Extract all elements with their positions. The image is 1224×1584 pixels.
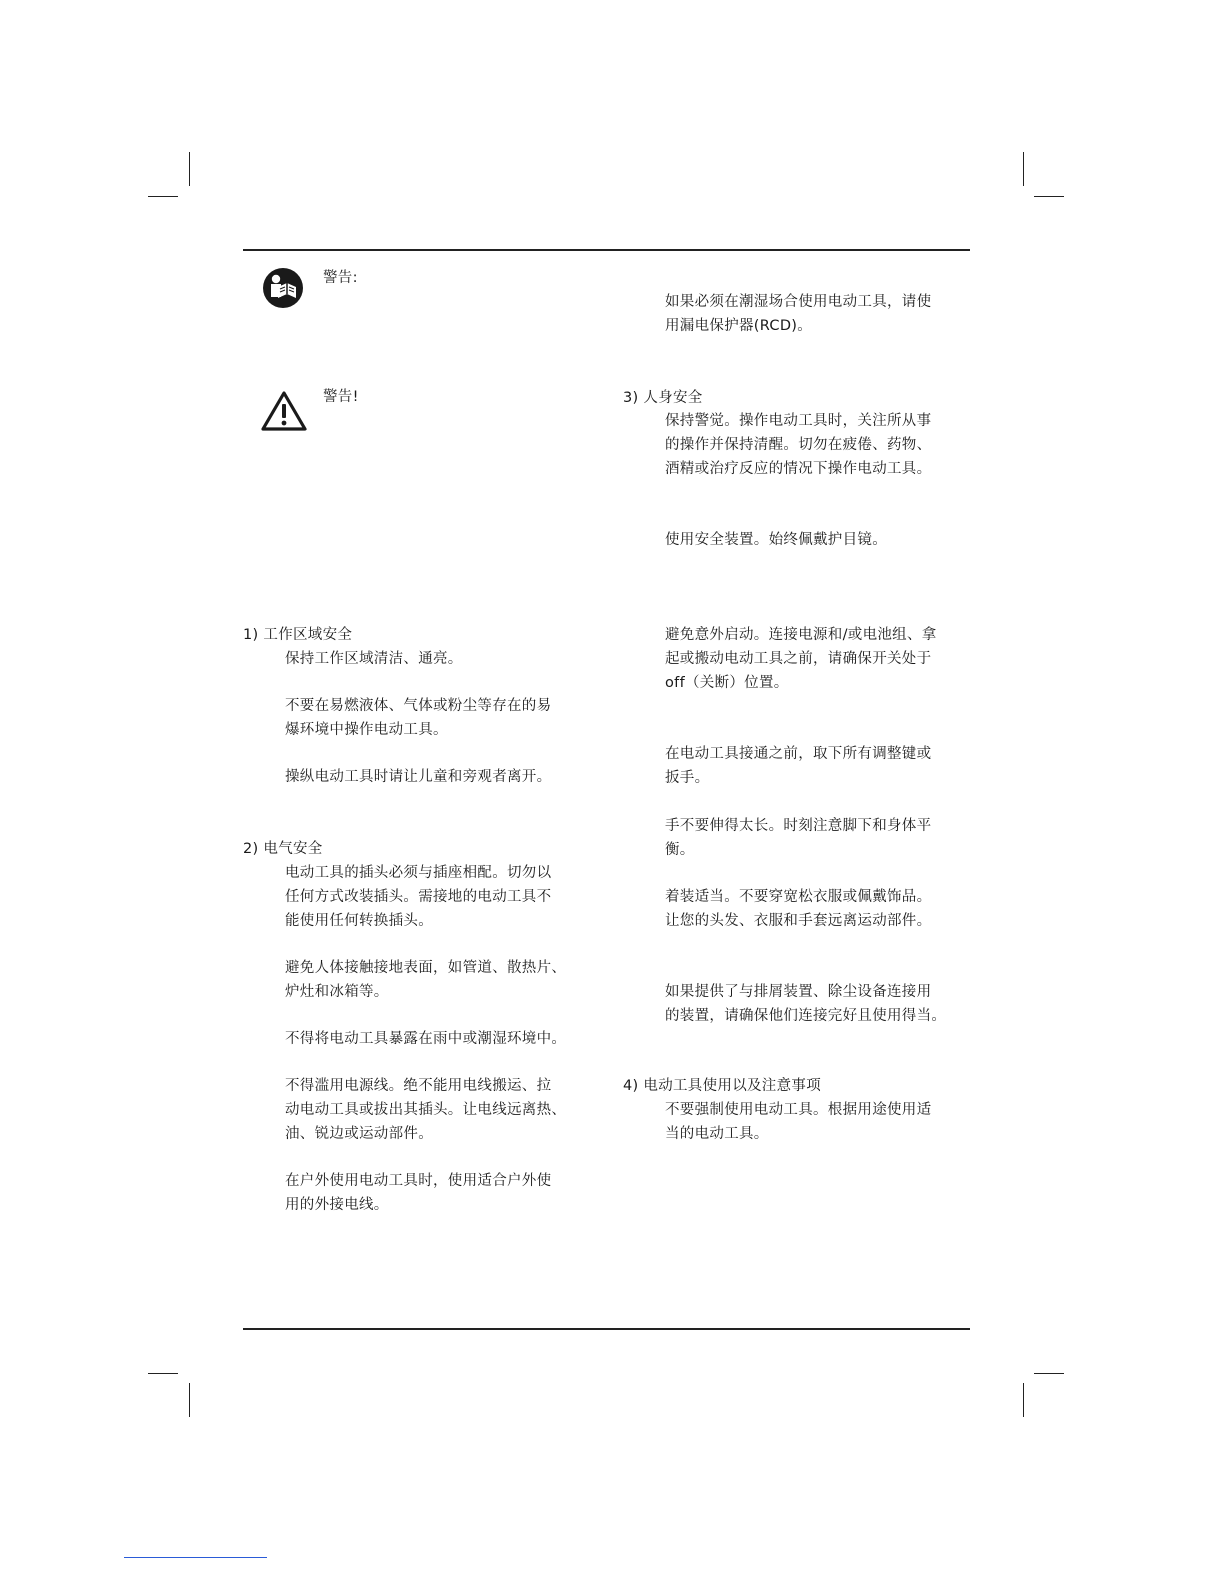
bottom-link-underline [124, 1557, 267, 1558]
section2-item: 动电动工具或拔出其插头。让电线远离热、 [285, 1102, 567, 1118]
crop-mark [1023, 1383, 1024, 1417]
section4-heading: 4) 电动工具使用以及注意事项 [623, 1078, 821, 1094]
section2-item: 电动工具的插头必须与插座相配。切勿以 [285, 865, 552, 881]
section2-item: 任何方式改装插头。需接地的电动工具不 [285, 889, 552, 905]
section3-item: 酒精或治疗反应的情况下操作电动工具。 [665, 461, 932, 477]
read-manual-icon [262, 267, 304, 313]
section3-item: 的装置，请确保他们连接完好且使用得当。 [665, 1008, 947, 1024]
section3-heading: 3) 人身安全 [623, 390, 703, 406]
section3-item: 着装适当。不要穿宽松衣服或佩戴饰品。 [665, 889, 932, 905]
bottom-rule [243, 1328, 970, 1330]
section1-item: 爆环境中操作电动工具。 [285, 722, 448, 738]
warning-triangle-icon [260, 390, 308, 436]
section1-item: 不要在易燃液体、气体或粉尘等存在的易 [285, 698, 552, 714]
section3-item: 让您的头发、衣服和手套远离运动部件。 [665, 913, 932, 929]
section3-item: 扳手。 [665, 770, 710, 786]
crop-mark [1034, 1373, 1064, 1374]
section3-item: 衡。 [665, 842, 695, 858]
section2-item: 不得将电动工具暴露在雨中或潮湿环境中。 [285, 1031, 567, 1047]
section1-item: 操纵电动工具时请让儿童和旁观者离开。 [285, 769, 552, 785]
crop-mark [189, 152, 190, 186]
section4-item: 不要强制使用电动工具。根据用途使用适 [665, 1102, 932, 1118]
section2-item: 用漏电保护器(RCD)。 [665, 318, 813, 334]
section3-item: 手不要伸得太长。时刻注意脚下和身体平 [665, 818, 932, 834]
section1-item: 保持工作区域清洁、通亮。 [285, 651, 463, 667]
section2-item: 在户外使用电动工具时，使用适合户外使 [285, 1173, 552, 1189]
section2-item: 炉灶和冰箱等。 [285, 984, 389, 1000]
section3-item: 起或搬动电动工具之前，请确保开关处于 [665, 651, 932, 667]
section2-item: 避免人体接触接地表面，如管道、散热片、 [285, 960, 567, 976]
section2-heading: 2) 电气安全 [243, 841, 323, 857]
section2-item: 用的外接电线。 [285, 1197, 389, 1213]
section2-item: 能使用任何转换插头。 [285, 913, 433, 929]
hazard-warning-label: 警告! [323, 389, 359, 405]
crop-mark [189, 1383, 190, 1417]
section1-heading: 1) 工作区域安全 [243, 627, 353, 643]
manual-warning-label: 警告: [323, 270, 358, 286]
section2-item: 不得滥用电源线。绝不能用电线搬运、拉 [285, 1078, 552, 1094]
section3-item: 的操作并保持清醒。切勿在疲倦、药物、 [665, 437, 932, 453]
crop-mark [148, 1373, 178, 1374]
section3-item: 使用安全装置。始终佩戴护目镜。 [665, 532, 887, 548]
top-rule [243, 249, 970, 251]
crop-mark [148, 196, 178, 197]
section2-item: 油、锐边或运动部件。 [285, 1126, 433, 1142]
section2-item: 如果必须在潮湿场合使用电动工具，请使 [665, 294, 932, 310]
section3-item: 如果提供了与排屑装置、除尘设备连接用 [665, 984, 932, 1000]
crop-mark [1034, 196, 1064, 197]
section4-item: 当的电动工具。 [665, 1126, 769, 1142]
section3-item: 保持警觉。操作电动工具时，关注所从事 [665, 413, 932, 429]
crop-mark [1023, 152, 1024, 186]
section3-item: off（关断）位置。 [665, 675, 789, 691]
section3-item: 在电动工具接通之前，取下所有调整键或 [665, 746, 932, 762]
section3-item: 避免意外启动。连接电源和/或电池组、拿 [665, 627, 937, 643]
